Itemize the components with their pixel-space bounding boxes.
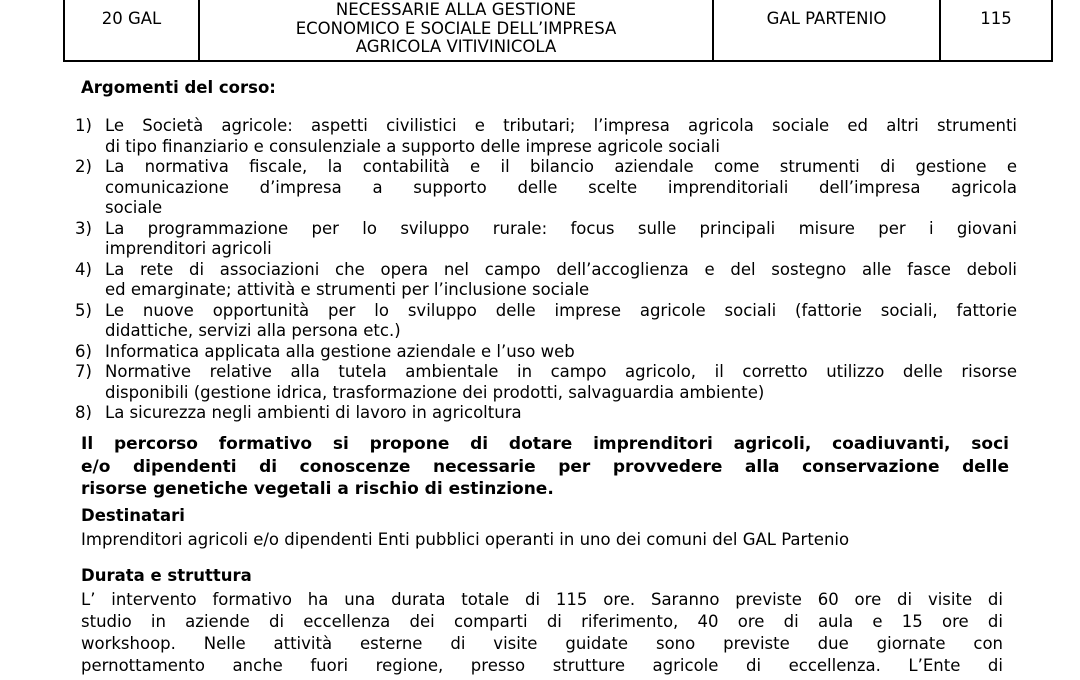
objective-line: risorse genetiche vegetali a rischio di estinzione. (81, 479, 554, 499)
list-item-line: Le Società agricole: aspetti civilistici e tributari; l’impresa agricola sociale ed altri strumenti (105, 116, 1017, 135)
list-item-line: ed emarginate; attività e strumenti per l’inclusione sociale (105, 280, 590, 299)
list-item (75, 301, 1017, 342)
list-item (75, 157, 1017, 219)
course-title-line: NECESSARIE ALLA GESTIONE (335, 0, 577, 19)
list-item-number: 2) (75, 157, 92, 176)
list-item-line: La programmazione per lo sviluppo rurale: focus sulle principali misure per i giovani (105, 218, 1017, 238)
course-title (200, 0, 714, 60)
duration-paragraph (81, 589, 1003, 677)
duration-line: workshoop. Nelle attività esterne di visite guidate sono previste due giornate con (81, 634, 1003, 653)
list-item-line: disponibili (gestione idrica, trasformazione dei prodotti, salvaguardia ambiente) (105, 382, 765, 402)
course-hours: 115 (980, 9, 1012, 28)
list-item-number: 8) (75, 403, 92, 422)
course-title-line: ECONOMICO E SOCIALE DELL’IMPRESA (295, 18, 617, 38)
list-item-line: La normativa fiscale, la contabilità e il bilancio aziendale come strumenti di gestione e (105, 157, 1017, 176)
list-item-number: 1) (75, 116, 92, 135)
list-item (75, 260, 1017, 301)
list-item (75, 362, 1017, 403)
duration-line: studio in aziende di eccellenza dei comparti di riferimento, 40 ore di aula e 15 ore di (81, 612, 1003, 631)
list-item-line: didattiche, servizi alla persona etc.) (105, 321, 401, 340)
topics-list (75, 116, 1017, 424)
list-item (75, 403, 1017, 424)
duration-line: pernottamento anche fuori regione, presso strutture agricole di eccellenza. L’Ente di (81, 656, 1003, 675)
list-item-line: La rete di associazioni che opera nel campo dell’accoglienza e del sostegno alle fasce deboli (105, 259, 1017, 279)
list-item-line: comunicazione d’impresa a supporto delle scelte imprenditoriali dell’impresa agricola (105, 177, 1017, 197)
list-item (75, 219, 1017, 260)
list-item-line: Informatica applicata alla gestione aziendale e l’uso web (105, 341, 575, 361)
course-table-row (63, 0, 1053, 62)
objective-line: e/o dipendenti di conoscenze necessarie per provvedere alla conservazione delle (81, 456, 1009, 477)
objective-line: Il percorso formativo si propone di dotare imprenditori agricoli, coadiuvanti, soci (81, 434, 1009, 454)
list-item-number: 6) (75, 341, 92, 361)
topics-heading: Argomenti del corso: (81, 78, 276, 97)
list-item-line: imprenditori agricoli (105, 239, 272, 258)
list-item-number: 4) (75, 259, 92, 279)
list-item (75, 116, 1017, 157)
course-title-line: AGRICOLA VITIVINICOLA (355, 37, 557, 56)
list-item-number: 5) (75, 300, 92, 320)
objective-paragraph (81, 433, 1009, 501)
recipients-text: Imprenditori agricoli e/o dipendenti Enti pubblici operanti in uno dei comuni del GAL Partenio (81, 530, 850, 549)
list-item-line: di tipo finanziario e consulenziale a supporto delle imprese agricole sociali (105, 136, 720, 156)
duration-line: L’ intervento formativo ha una durata totale di 115 ore. Saranno previste 60 ore di visite di (81, 590, 1003, 609)
list-item-number: 3) (75, 218, 92, 238)
course-organizer: GAL PARTENIO (714, 0, 941, 60)
duration-title: Durata e struttura (81, 566, 252, 585)
list-item (75, 342, 1017, 363)
list-item-line: Normative relative alla tutela ambientale in campo agricolo, il corretto utilizzo delle risorse (105, 362, 1017, 381)
list-item-number: 7) (75, 362, 92, 381)
list-item-line: La sicurezza negli ambienti di lavoro in agricoltura (105, 403, 522, 422)
recipients-title: Destinatari (81, 506, 185, 525)
list-item-line: Le nuove opportunità per lo sviluppo delle imprese agricole sociali (fattorie sociali, fattorie (105, 300, 1017, 320)
list-item-line: sociale (105, 198, 163, 217)
course-code: 20 GAL (65, 0, 200, 60)
